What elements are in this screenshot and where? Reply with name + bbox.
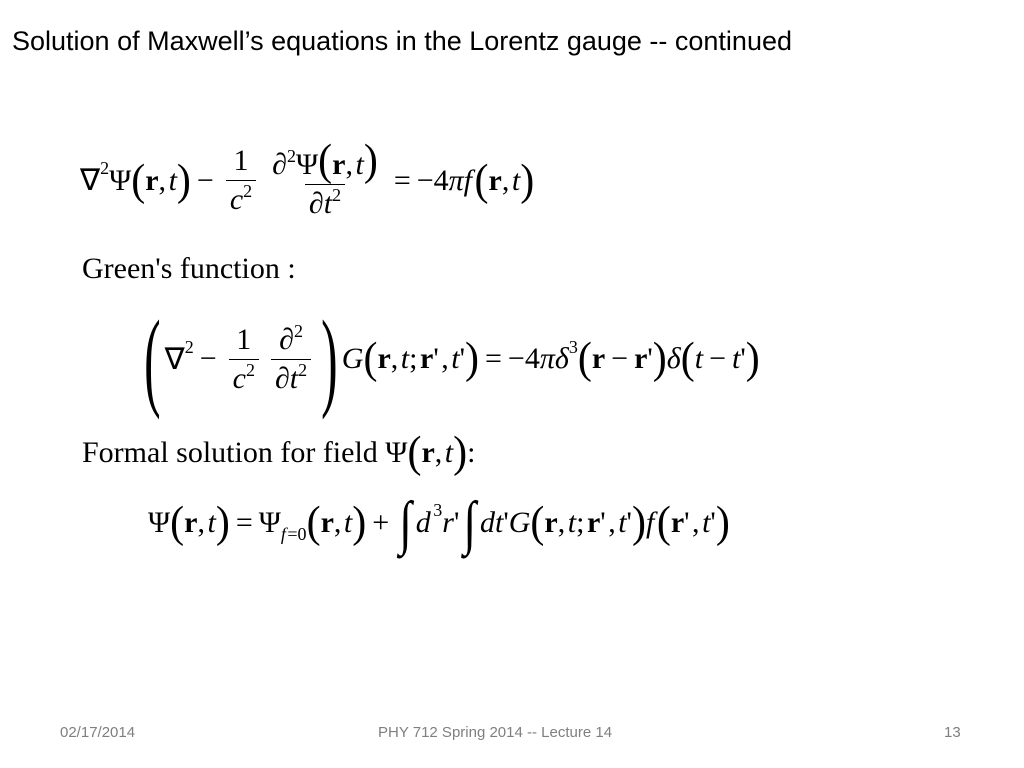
formal-solution-text: Formal solution for field <box>82 436 378 469</box>
wave-equation: ∇ 2 Ψ ( r , t ) − $\frac{1}{c^2}$ $\frac{\partial^2\Psi(r, t)}{\partial t^2}$ = −4 πf ( r , t ) <box>80 136 535 220</box>
greens-function-label: Green's function : <box>82 252 296 285</box>
footer-date: 02/17/2014 <box>60 724 136 741</box>
formal-solution-equation: Ψ ( r , t ) = Ψ f =0 ( r , t ) + ∫ d 3 r ' ∫ dt ' G ( r , t ; r ' , t ' ) f ( r ' , t ' ) <box>148 489 730 556</box>
formal-solution-label: Formal solution for field Ψ ( r , t ) : <box>82 428 476 478</box>
slide-title: Solution of Maxwell’s equations in the Lorentz gauge -- continued <box>12 26 792 56</box>
greens-function-equation: ( ∇ 2 − $\frac{1}{c^2}$ $\frac{\partial^2}{\partial t^2}$ ) G ( r , t ; r ' , t ' ) = −4 πδ 3 ( r − r ' ) δ ( t − t ' ) <box>144 298 760 420</box>
footer-page-number: 13 <box>944 724 961 741</box>
footer-course: PHY 712 Spring 2014 -- Lecture 14 <box>378 724 613 741</box>
